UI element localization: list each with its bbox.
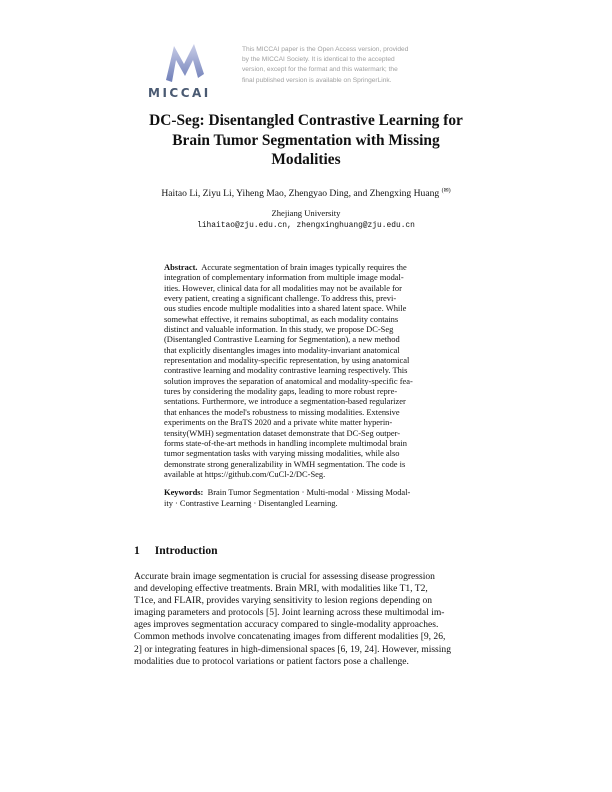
title-line: DC-Seg: Disentangled Contrastive Learning for bbox=[149, 112, 463, 129]
abstract-line: somewhat effective, it remains suboptimal, as each modality contains bbox=[164, 313, 399, 324]
keywords-label: Keywords: bbox=[164, 487, 204, 498]
abstract-line: tensity(WMH) segmentation dataset demonstrate that DC-Seg outper- bbox=[164, 427, 401, 438]
paragraph-line: modalities due to protocol variations or patient factors pose a challenge. bbox=[134, 655, 409, 667]
paper-title bbox=[100, 111, 512, 170]
abstract-label: Abstract. bbox=[164, 262, 198, 272]
miccai-logo-text: MICCAI bbox=[148, 86, 211, 100]
corresponding-author-mark: (✉) bbox=[441, 188, 451, 194]
abstract-line: every patient, creating a significant challenge. To address this, previ- bbox=[164, 293, 397, 304]
keywords-line: Brain Tumor Segmentation · Multi-modal · Missing Modal- bbox=[207, 487, 411, 498]
abstract-line: that enhances the model's robustness to missing modalities. Extensive bbox=[164, 406, 400, 417]
abstract-line: distinct and valuable information. In this study, we propose DC-Seg bbox=[164, 324, 394, 335]
abstract-line: forms state-of-the-art methods in handling incomplete multimodal brain bbox=[164, 437, 407, 448]
introduction-paragraph bbox=[134, 571, 480, 668]
affiliation-block bbox=[80, 208, 532, 231]
watermark-line: version, except for the format and this watermark; the bbox=[242, 66, 398, 74]
title-line: Brain Tumor Segmentation with Missing bbox=[172, 131, 440, 149]
paragraph-line: T1ce, and FLAIR, provides varying sensitivity to lesion regions depending on bbox=[134, 595, 433, 607]
section-heading bbox=[134, 544, 218, 557]
abstract-line: contrastive learning and modality contrastive learning respectively. This bbox=[164, 365, 408, 376]
abstract-line: sentations. Furthermore, we introduce a segmentation-based regularizer bbox=[164, 396, 406, 407]
keywords bbox=[164, 487, 452, 508]
abstract-line: tures by considering the modality gaps, leading to more robust repre- bbox=[164, 386, 398, 397]
watermark-line: This MICCAI paper is the Open Access version, provided bbox=[242, 46, 409, 53]
title-line: Modalities bbox=[271, 151, 341, 169]
keywords-line: ity · Contrastive Learning · Disentangled Learning. bbox=[164, 497, 338, 508]
keywords-first-line bbox=[164, 487, 452, 497]
paragraph-line: ages improves segmentation accuracy compared to single-modality approaches. bbox=[134, 619, 439, 631]
abstract-line: (Disentangled Contrastive Learning for Segmentation), a new method bbox=[164, 334, 400, 345]
paragraph-line: Accurate brain image segmentation is crucial for assessing disease progression bbox=[134, 571, 435, 582]
abstract-line: integration of complementary information from multiple image modal- bbox=[164, 272, 404, 283]
abstract-line: tumor segmentation tasks with varying missing modalities, while also bbox=[164, 448, 400, 459]
paragraph-line: imaging parameters and protocols [5]. Joint learning across these multimodal im- bbox=[134, 607, 445, 619]
abstract-line: experiments on the BraTS 2020 and a private white matter hyperin- bbox=[164, 417, 393, 428]
abstract-line: available at https://github.com/CuCl-2/DC-Seg. bbox=[164, 468, 326, 479]
abstract-line: that explicitly disentangles images into modality-invariant anatomical bbox=[164, 344, 400, 355]
abstract-line: ities. However, clinical data for all modalities may not be available for bbox=[164, 282, 402, 293]
abstract-line: ous studies encode multiple modalities into a shared latent space. While bbox=[164, 303, 407, 314]
paragraph-line: 2] or integrating features in high-dimensional spaces [6, 19, 24]. However, missing bbox=[134, 643, 451, 655]
section-number: 1 bbox=[134, 544, 140, 557]
watermark-line: by the MICCAI Society. It is identical to the accepted bbox=[242, 56, 395, 64]
abstract bbox=[164, 262, 452, 508]
abstract-line: solution improves the separation of anatomical and modality-specific fea- bbox=[164, 375, 413, 386]
abstract-first-line bbox=[164, 262, 452, 272]
author-names: Haitao Li, Ziyu Li, Yiheng Mao, Zhengyao Ding, and Zhengxing Huang bbox=[161, 188, 440, 200]
abstract-line: Accurate segmentation of brain images typically requires the bbox=[201, 262, 407, 272]
author-emails: lihaitao@zju.edu.cn, zhengxinghuang@zju.edu.cn bbox=[197, 220, 415, 230]
open-access-watermark bbox=[242, 45, 482, 86]
affiliation: Zhejiang University bbox=[271, 208, 341, 218]
author-list bbox=[80, 187, 532, 199]
abstract-line: demonstrate strong generalizability in WMH segmentation. The code is bbox=[164, 458, 406, 469]
abstract-line: representation and modality-specific representation, by using anatomical bbox=[164, 355, 410, 366]
watermark-line: final published version is available on SpringerLink. bbox=[242, 76, 392, 84]
paragraph-line: Common methods involve concatenating images from different modalities [9, 26, bbox=[134, 631, 446, 643]
paragraph-line: and developing effective treatments. Brain MRI, with modalities like T1, T2, bbox=[134, 583, 428, 595]
section-title: Introduction bbox=[154, 544, 218, 557]
